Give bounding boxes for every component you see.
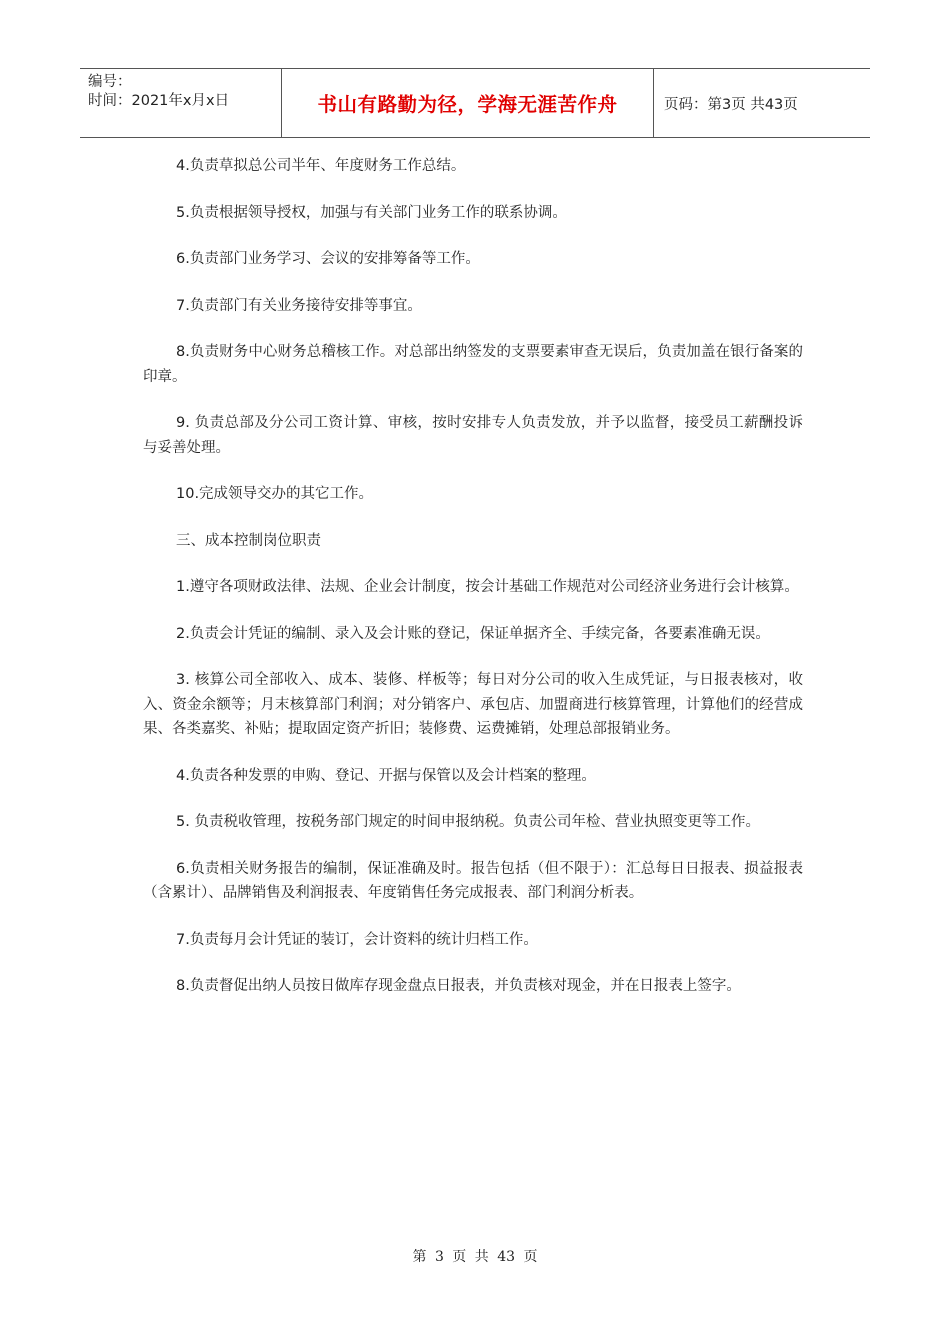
paragraph: 7.负责部门有关业务接待安排等事宜。: [176, 297, 422, 314]
section-heading: 三、成本控制岗位职责: [176, 532, 321, 549]
paragraph: 5. 负责税收管理，按税务部门规定的时间申报纳税。负责公司年检、营业执照变更等工作。: [176, 814, 760, 830]
paragraph: 1.遵守各项财政法律、法规、企业会计制度，按会计基础工作规范对公司经济业务进行会计核算。: [176, 579, 799, 595]
paragraph: 7.负责每月会计凭证的装订，会计资料的统计归档工作。: [176, 931, 538, 948]
header-motto: 书山有路勤为径，学海无涯苦作舟: [282, 69, 654, 137]
paragraph: 3. 核算公司全部收入、成本、装修、样板等；每日对分公司的收入生成凭证，与日报表核对，收入、资金余额等；月末核算部门利润；对分销客户、承包店、加盟商进行核算管理，计算他们的经营成果、各类嘉奖、补贴；提取固定资产折旧；装修费、运费摊销，处理总部报销业务。: [143, 672, 803, 737]
page-footer: 第 3 页 共 43 页: [412, 1249, 538, 1265]
document-number-label: 编号：: [88, 74, 132, 90]
paragraph: 6.负责部门业务学习、会议的安排筹备等工作。: [176, 251, 480, 267]
paragraph: 2.负责会计凭证的编制、录入及会计账的登记，保证单据齐全、手续完备，各要素准确无误。: [176, 625, 770, 642]
header-page-info: 页码：第3页 共43页: [664, 96, 798, 113]
document-date: 时间：2021年x月x日: [88, 93, 230, 109]
paragraph: 10.完成领导交办的其它工作。: [176, 486, 374, 502]
paragraph: 9. 负责总部及分公司工资计算、审核，按时安排专人负责发放，并予以监督，接受员工薪酬投诉与妥善处理。: [143, 415, 803, 456]
document-body: [143, 154, 803, 1021]
paragraph: 4.负责各种发票的申购、登记、开据与保管以及会计档案的整理。: [176, 767, 596, 784]
paragraph: 4.负责草拟总公司半年、年度财务工作总结。: [176, 158, 466, 174]
page-header: [80, 68, 870, 138]
paragraph: 6.负责相关财务报告的编制，保证准确及时。报告包括（但不限于）：汇总每日日报表、损益报表（含累计）、品牌销售及利润报表、年度销售任务完成报表、部门利润分析表。: [143, 860, 803, 901]
paragraph: 8.负责督促出纳人员按日做库存现金盘点日报表，并负责核对现金，并在日报表上签字。: [176, 978, 741, 994]
paragraph: 8.负责财务中心财务总稽核工作。对总部出纳签发的支票要素审查无误后，负责加盖在银行备案的印章。: [143, 344, 803, 385]
paragraph: 5.负责根据领导授权，加强与有关部门业务工作的联系协调。: [176, 204, 567, 221]
header-meta: [80, 69, 282, 137]
